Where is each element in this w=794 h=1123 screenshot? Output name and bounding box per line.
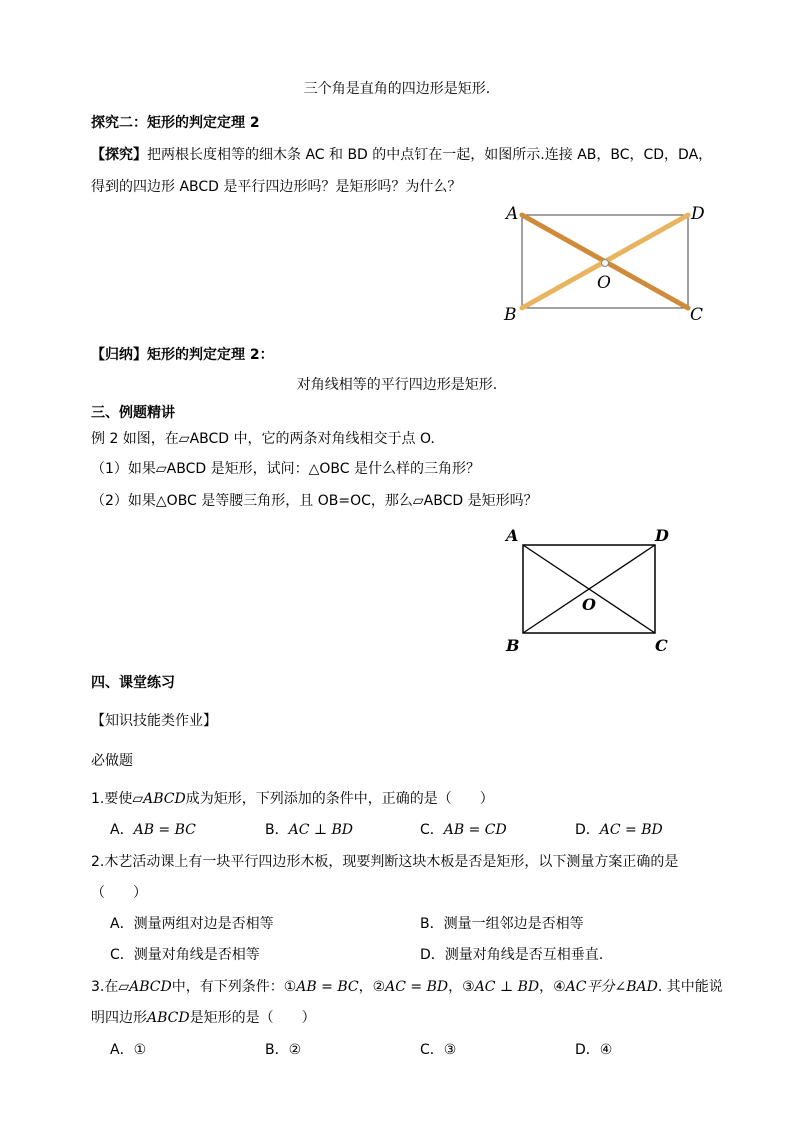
explore-paragraph-line2: 得到的四边形 ABCD 是平行四边形吗？是矩形吗？为什么？ (91, 179, 462, 195)
fig2-label-a: A (506, 526, 519, 545)
exercise1-option-b[interactable] (265, 819, 353, 839)
exercise1-suffix: 成为矩形，下列添加的条件中，正确的是（ ） (185, 791, 494, 807)
exercise3-sep: ，③ (448, 979, 475, 995)
option-label: B． (420, 916, 444, 932)
exercise1-math: ▱ABCD (132, 791, 186, 807)
explore-tag: 【探究】 (91, 147, 147, 163)
exercise1-stem (91, 788, 494, 808)
option-text: 测量一组邻边是否相等 (443, 916, 584, 932)
exercise2-stem-line1: 2.木艺活动课上有一块平行四边形木板，现要判断这块木板是否是矩形，以下测量方案正确的是 (91, 854, 679, 870)
homework-category: 【知识技能类作业】 (91, 713, 217, 729)
option-text: ④ (599, 1042, 613, 1058)
fig1-label-c: C (690, 305, 704, 325)
option-label: A． (110, 1042, 134, 1058)
fig1-label-d: D (691, 204, 705, 224)
option-text: AC ⊥ BD (288, 822, 354, 838)
required-label: 必做题 (91, 753, 133, 769)
section2-heading: 探究二：矩形的判定定理 2 (91, 115, 260, 131)
exercise2-option-b[interactable] (420, 913, 584, 933)
summary-tag: 【归纳】 (91, 347, 147, 363)
exercise3-sep: ，② (358, 979, 386, 995)
exercise1-option-c[interactable] (420, 819, 507, 839)
exercise3-line1-end: . 其中能说 (657, 979, 723, 995)
fig2-label-b: B (506, 636, 520, 655)
option-label: A． (110, 822, 134, 838)
option-text: ③ (443, 1042, 457, 1058)
exercise3-line2-suffix: 是矩形的是（ ） (189, 1010, 316, 1026)
fig1-label-b: B (504, 305, 517, 325)
figure-parallelogram-diagonals (500, 522, 680, 657)
theorem1-statement: 三个角是直角的四边形是矩形. (303, 81, 491, 97)
exercise3-condition-4: AC平分∠BAD (565, 979, 658, 995)
exercise3-option-a[interactable] (110, 1039, 146, 1059)
exercise3-stem-line1 (91, 976, 723, 996)
option-text: ② (288, 1042, 302, 1058)
option-text: AB = BC (133, 822, 196, 838)
exercise3-mid: 中，有下列条件：① (171, 979, 297, 995)
exercise1-option-d[interactable] (575, 819, 663, 839)
option-label: D． (420, 947, 445, 963)
fig2-label-d: D (655, 526, 669, 545)
fig2-label-o: O (582, 595, 596, 614)
option-text: AB = CD (443, 822, 507, 838)
option-label: A． (110, 916, 134, 932)
exercise3-condition-1: AB = BC (296, 979, 359, 995)
example2-q1: （1）如果▱ABCD 是矩形，试问：△OBC 是什么样的三角形？ (91, 461, 480, 477)
option-text: AC = BD (599, 822, 663, 838)
exercise3-math-abcd: ABCD (147, 1010, 190, 1026)
fig1-label-a: A (506, 204, 519, 224)
option-label: C． (420, 1042, 444, 1058)
example2-q2: （2）如果△OBC 是等腰三角形，且 OB=OC，那么▱ABCD 是矩形吗？ (91, 493, 538, 509)
exercise2-option-d[interactable] (420, 944, 603, 964)
exercise3-option-c[interactable] (420, 1039, 456, 1059)
summary-line (91, 344, 274, 364)
option-text: 测量对角线是否互相垂直. (444, 947, 604, 963)
exercise3-option-d[interactable] (575, 1039, 612, 1059)
option-label: B． (265, 822, 289, 838)
exercise3-stem-line2 (91, 1007, 316, 1027)
option-label: C． (110, 947, 134, 963)
theorem2-statement: 对角线相等的平行四边形是矩形. (296, 377, 498, 393)
option-text: 测量两组对边是否相等 (133, 916, 274, 932)
explore-paragraph-line1 (91, 144, 712, 164)
exercise2-option-c[interactable] (110, 944, 260, 964)
exercise3-condition-2: AC = BD (385, 979, 449, 995)
option-label: D． (575, 1042, 600, 1058)
summary-text: 矩形的判定定理 2： (147, 347, 274, 363)
exercise1-option-a[interactable] (110, 819, 196, 839)
exercise1-prefix: 1.要使 (91, 791, 133, 807)
option-label: B． (265, 1042, 289, 1058)
exercise3-line2-prefix: 明四边形 (91, 1010, 147, 1026)
exercise3-prefix: 3.在 (91, 979, 119, 995)
explore-text: 把两根长度相等的细木条 AC 和 BD 的中点钉在一起，如图所示.连接 AB，BC，CD，DA， (147, 147, 713, 163)
section4-heading: 四、课堂练习 (91, 675, 175, 691)
example2-intro: 例 2 如图，在▱ABCD 中，它的两条对角线相交于点 O. (91, 431, 435, 447)
option-label: C． (420, 822, 444, 838)
option-text: 测量对角线是否相等 (133, 947, 260, 963)
exercise2-stem-line2: （ ） (91, 885, 147, 901)
exercise2-option-a[interactable] (110, 913, 274, 933)
exercise3-condition-3: AC ⊥ BD (474, 979, 540, 995)
exercise3-math-parallelogram: ▱ABCD (118, 979, 172, 995)
fig1-label-o: O (597, 273, 611, 293)
option-label: D． (575, 822, 600, 838)
section3-heading: 三、例题精讲 (91, 405, 175, 421)
option-text: ① (133, 1042, 147, 1058)
figure-wooden-sticks (500, 200, 720, 325)
exercise3-option-b[interactable] (265, 1039, 301, 1059)
exercise3-sep: ，④ (539, 979, 566, 995)
nail-o (602, 260, 609, 267)
fig2-label-c: C (655, 636, 668, 655)
